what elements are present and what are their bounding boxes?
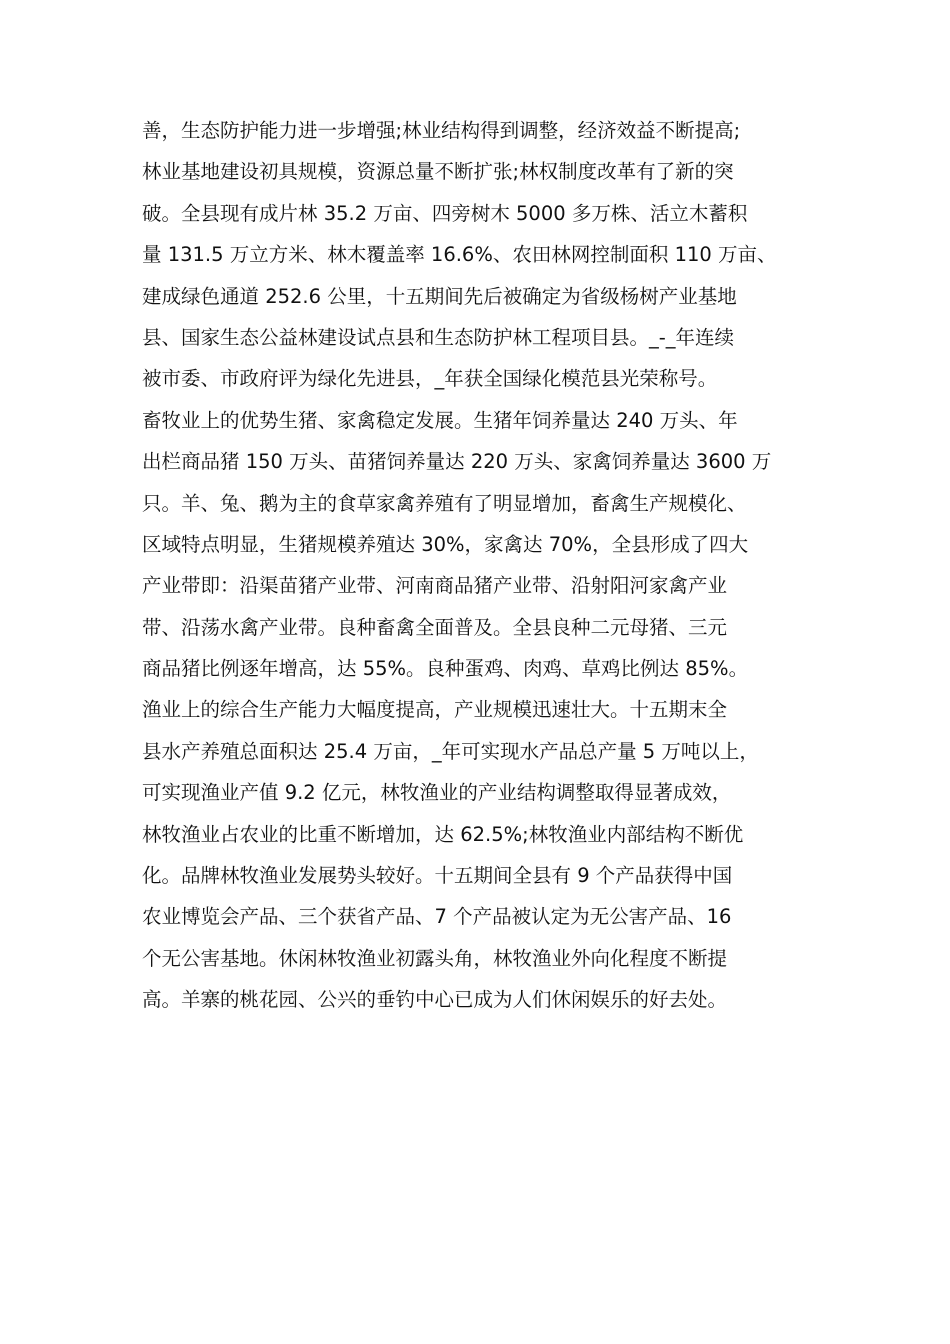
text-line: 高。羊寨的桃花园、公兴的垂钓中心已成为人们休闲娱乐的好去处。	[142, 988, 728, 1012]
text-line: 畜牧业上的优势生猪、家禽稳定发展。生猪年饲养量达 240 万头、年	[142, 408, 738, 432]
text-line: 林业基地建设初具规模，资源总量不断扩张;林权制度改革有了新的突	[142, 160, 734, 184]
text-line: 区域特点明显，生猪规模养殖达 30%，家禽达 70%，全县形成了四大	[142, 532, 749, 556]
text-line: 量 131.5 万立方米、林木覆盖率 16.6%、农田林网控制面积 110 万亩、	[142, 243, 777, 267]
text-line: 县、国家生态公益林建设试点县和生态防护林工程项目县。_-_年连续	[142, 325, 735, 349]
text-line: 只。羊、兔、鹅为主的食草家禽养殖有了明显增加，畜禽生产规模化、	[142, 491, 747, 515]
text-line: 被市委、市政府评为绿化先进县，_年获全国绿化模范县光荣称号。	[142, 367, 718, 391]
text-line: 农业博览会产品、三个获省产品、7 个产品被认定为无公害产品、16	[142, 905, 732, 929]
body-text	[142, 110, 842, 1021]
text-line: 可实现渔业产值 9.2 亿元，林牧渔业的产业结构调整取得显著成效，	[142, 781, 732, 805]
text-line: 县水产养殖总面积达 25.4 万亩，_年可实现水产品总产量 5 万吨以上，	[142, 739, 759, 763]
text-line: 出栏商品猪 150 万头、苗猪饲养量达 220 万头、家禽饲养量达 3600 万	[142, 450, 772, 474]
text-line: 善，生态防护能力进一步增强;林业结构得到调整，经济效益不断提高;	[142, 119, 741, 142]
text-line: 商品猪比例逐年增高，达 55%。良种蛋鸡、肉鸡、草鸡比例达 85%。	[142, 657, 749, 681]
text-line: 化。品牌林牧渔业发展势头较好。十五期间全县有 9 个产品获得中国	[142, 864, 733, 888]
text-line: 破。全县现有成片林 35.2 万亩、四旁树木 5000 多万株、活立木蓄积	[142, 201, 748, 225]
text-line: 产业带即：沿渠苗猪产业带、河南商品猪产业带、沿射阳河家禽产业	[142, 574, 728, 598]
text-line: 建成绿色通道 252.6 公里，十五期间先后被确定为省级杨树产业基地	[142, 284, 737, 308]
text-line: 带、沿荡水禽产业带。良种畜禽全面普及。全县良种二元母猪、三元	[142, 615, 728, 639]
text-line: 个无公害基地。休闲林牧渔业初露头角，林牧渔业外向化程度不断提	[142, 946, 728, 970]
text-line: 林牧渔业占农业的比重不断增加，达 62.5%;林牧渔业内部结构不断优	[142, 822, 744, 846]
text-line: 渔业上的综合生产能力大幅度提高，产业规模迅速壮大。十五期末全	[142, 698, 728, 722]
